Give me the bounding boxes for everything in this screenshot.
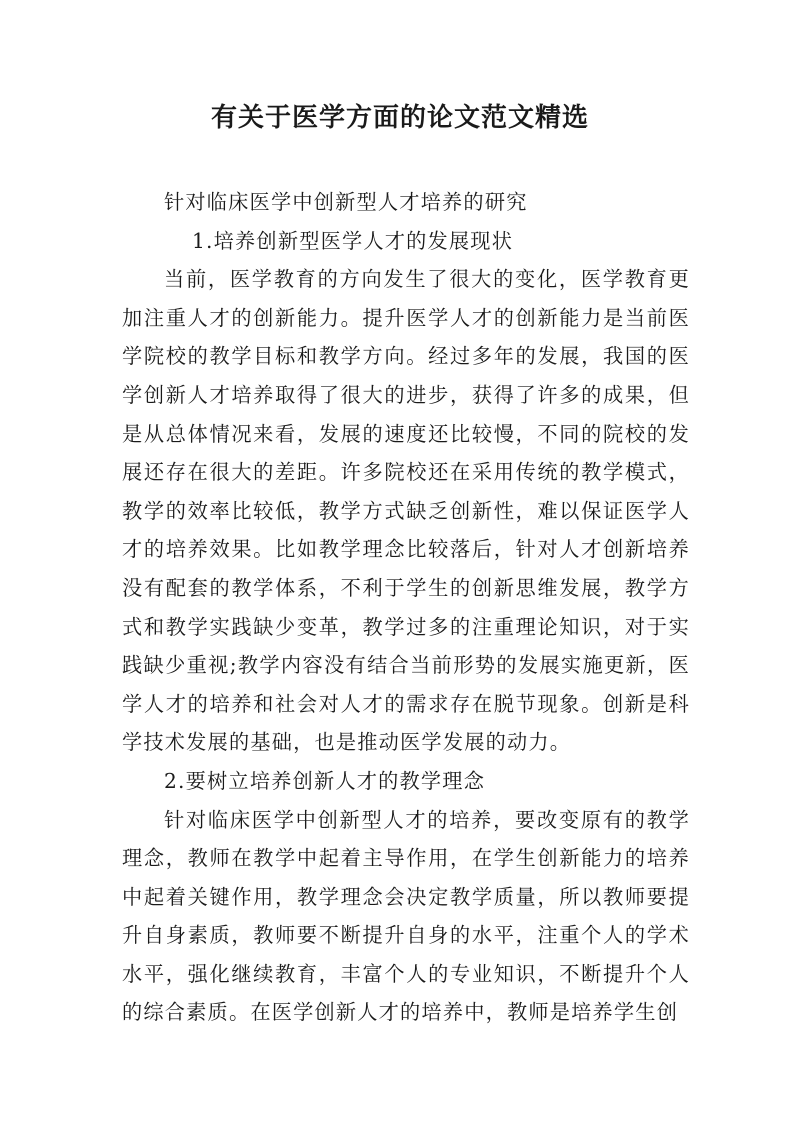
document-body xyxy=(122,183,690,1032)
document-title: 有关于医学方面的论文范文精选 xyxy=(210,103,589,133)
paragraph-1: 当前，医学教育的方向发生了很大的变化，医学教育更加注重人才的创新能力。提升医学人才的创新能力是当前医学院校的教学目标和教学方向。经过多年的发展，我国的医学创新人才培养取得了很大的进步，获得了许多的成果，但是从总体情况来看，发展的速度还比较慢，不同的院校的发展还存在很大的差距。许多院校还在采用传统的教学模式，教学的效率比较低，教学方式缺乏创新性，难以保证医学人才的培养效果。比如教学理念比较落后，针对人才创新培养没有配套的教学体系，不利于学生的创新思维发展，教学方式和教学实践缺少变革，教学过多的注重理论知识，对于实践缺少重视;教学内容没有结合当前形势的发展实施更新，医学人才的培养和社会对人才的需求存在脱节现象。创新是科学技术发展的基础，也是推动医学发展的动力。 xyxy=(122,267,690,755)
paragraph-2: 针对临床医学中创新型人才的培养，要改变原有的教学理念，教师在教学中起着主导作用，在学生创新能力的培养中起着关键作用，教学理念会决定教学质量，所以教师要提升自身素质，教师要不断提升自身的水平，注重个人的学术水平，强化继续教育，丰富个人的专业知识，不断提升个人的综合素质。在医学创新人才的培养中，教师是培养学生创 xyxy=(122,807,690,1025)
article-subtitle: 针对临床医学中创新型人才培养的研究 xyxy=(164,190,528,214)
section-heading-1: 1.培养创新型医学人才的发展现状 xyxy=(192,228,514,253)
section-heading-2: 2.要树立培养创新人才的教学理念 xyxy=(164,768,486,793)
